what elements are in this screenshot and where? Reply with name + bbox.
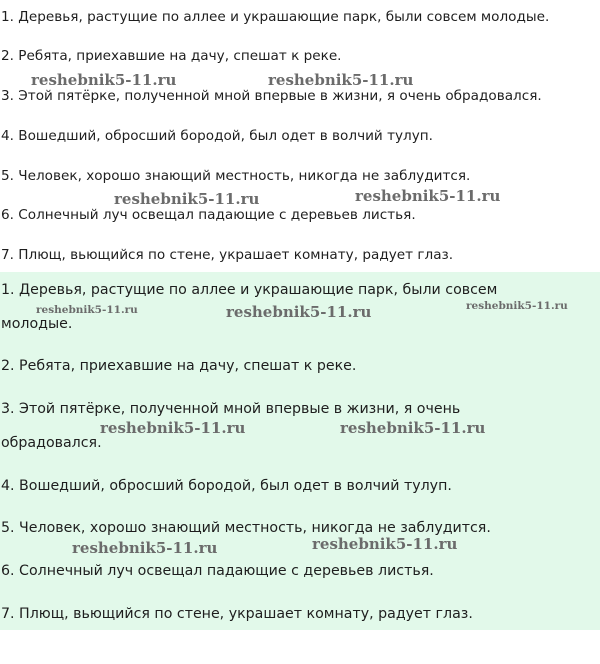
sentence-6: 6. Солнечный луч освещал падающие с деревьев листья. xyxy=(1,207,416,223)
watermark: reshebnik5-11.ru xyxy=(312,535,458,553)
sentence-7: 7. Плющ, вьющийся по стене, украшает комнату, радует глаз. xyxy=(1,247,454,263)
sentence-2: 2. Ребята, приехавшие на дачу, спешат к реке. xyxy=(1,358,357,374)
sentence-4: 4. Вошедший, обросший бородой, был одет в волчий тулуп. xyxy=(1,478,452,494)
watermark: reshebnik5-11.ru xyxy=(36,304,138,316)
sentences-highlighted xyxy=(0,272,600,630)
sentence-3-line-2: обрадовался. xyxy=(1,435,102,451)
sentence-3-line-1: 3. Этой пятёрке, полученной мной впервые в жизни, я очень xyxy=(1,401,461,417)
sentence-7: 7. Плющ, вьющийся по стене, украшает комнату, радует глаз. xyxy=(1,606,473,622)
watermark: reshebnik5-11.ru xyxy=(114,190,260,208)
watermark: reshebnik5-11.ru xyxy=(355,187,501,205)
watermark: reshebnik5-11.ru xyxy=(268,71,414,89)
watermark: reshebnik5-11.ru xyxy=(226,303,372,321)
sentence-1-line-1: 1. Деревья, растущие по аллее и украшающие парк, были совсем xyxy=(1,282,498,298)
watermark: reshebnik5-11.ru xyxy=(100,419,246,437)
sentence-2: 2. Ребята, приехавшие на дачу, спешат к реке. xyxy=(1,48,342,64)
sentence-4: 4. Вошедший, обросший бородой, был одет в волчий тулуп. xyxy=(1,128,433,144)
sentence-5: 5. Человек, хорошо знающий местность, никогда не заблудится. xyxy=(1,520,491,536)
sentence-6: 6. Солнечный луч освещал падающие с деревьев листья. xyxy=(1,563,434,579)
watermark: reshebnik5-11.ru xyxy=(31,71,177,89)
sentence-3: 3. Этой пятёрке, полученной мной впервые в жизни, я очень обрадовался. xyxy=(1,88,542,104)
sentence-1-line-2: молодые. xyxy=(1,316,73,332)
sentence-1: 1. Деревья, растущие по аллее и украшающие парк, были совсем молодые. xyxy=(1,9,550,25)
watermark: reshebnik5-11.ru xyxy=(72,539,218,557)
watermark: reshebnik5-11.ru xyxy=(466,300,568,312)
sentence-5: 5. Человек, хорошо знающий местность, никогда не заблудится. xyxy=(1,168,471,184)
watermark: reshebnik5-11.ru xyxy=(340,419,486,437)
